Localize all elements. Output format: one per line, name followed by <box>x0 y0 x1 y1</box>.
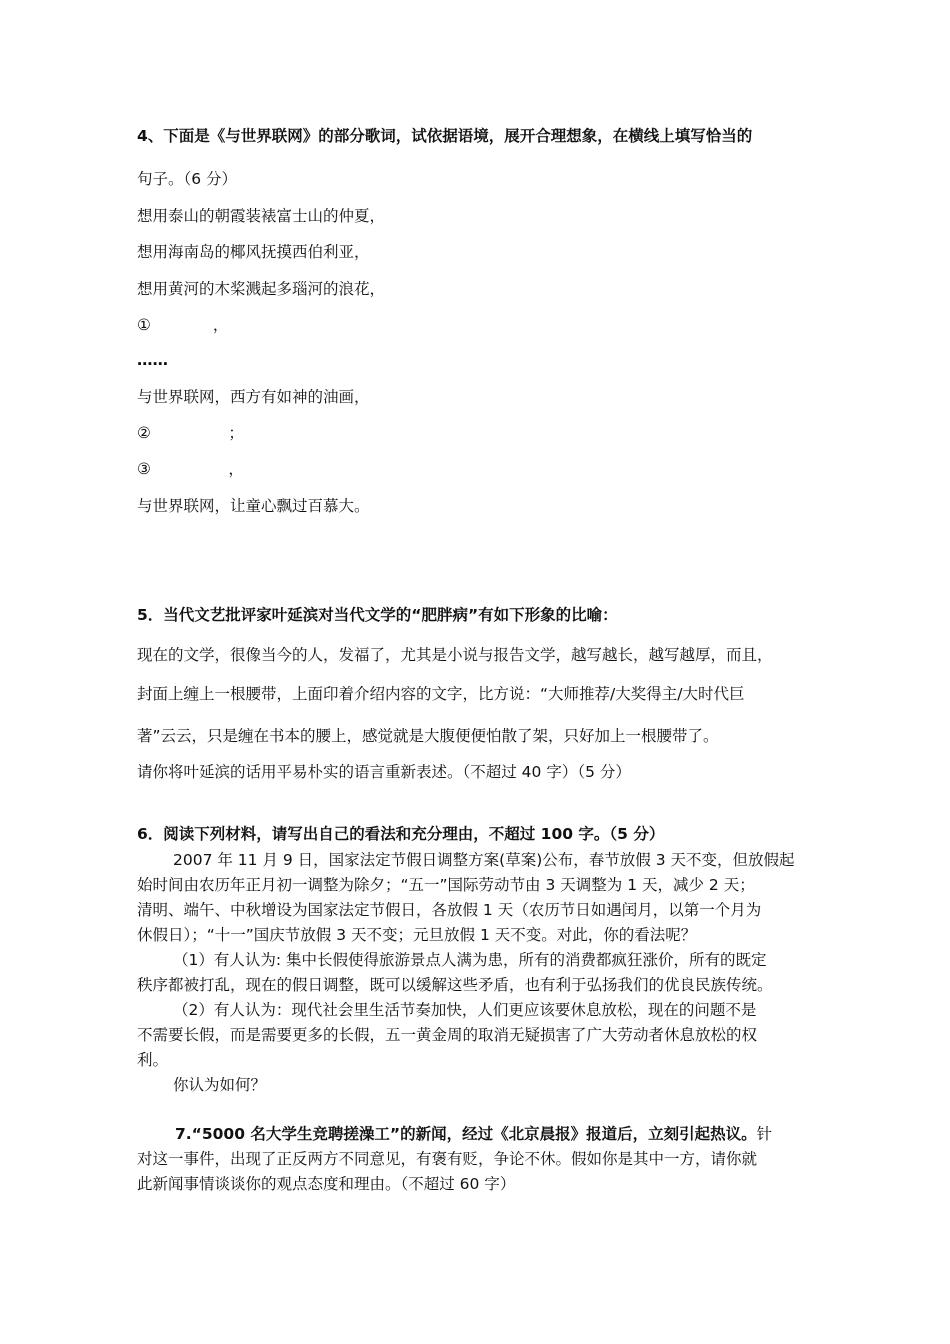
blank-line-3: ③ ， <box>137 460 244 478</box>
q7-paragraph-line: 对这一事件，出现了正反两方不同意见，有褒有贬，争论不休。假如你是其中一方，请你就 <box>137 1150 758 1168</box>
q6-opinion-1-cont: 秩序都被打乱，现在的假日调整，既可以缓解这些矛盾，也有利于弘扬我们的优良民族传统。 <box>137 976 773 994</box>
q4-title: 4、下面是《与世界联网》的部分歌词，试依据语境，展开合理想象，在横线上填写恰当的 <box>137 127 753 145</box>
q7-paragraph-line: 此新闻事情谈谈你的观点态度和理由。（不超过 60 字） <box>137 1175 516 1193</box>
q6-opinion-2-end: 利。 <box>137 1051 169 1069</box>
q7-title-tail: 针 <box>756 1125 773 1143</box>
q5-instruction: 请你将叶延滨的话用平易朴实的语言重新表述。（不超过 40 字）（5 分） <box>137 763 631 781</box>
lyric-line: 想用海南岛的椰风抚摸西伯利亚， <box>137 243 370 261</box>
q7-title-row <box>175 1124 772 1144</box>
lyric-line: 想用泰山的朝霞装裱富士山的仲夏， <box>137 207 386 225</box>
q6-paragraph-line: 2007 年 11 月 9 日，国家法定节假日调整方案(草案)公布，春节放假 3 天不变，但放假起 <box>173 851 795 869</box>
q6-title: 6．阅读下列材料，请写出自己的看法和充分理由，不超过 100 字。（5 分） <box>137 825 665 843</box>
q6-paragraph-line: 休假日）；“十一”国庆节放假 3 天不变；元旦放假 1 天不变。对此，你的看法呢？ <box>137 926 697 944</box>
blank-line-2: ② ； <box>137 424 244 442</box>
q6-paragraph-line: 清明、端午、中秋增设为国家法定节假日，各放假 1 天（农历节日如遇闰月，以第一个月为 <box>137 901 762 919</box>
q4-title-cont: 句子。（6 分） <box>137 170 238 188</box>
q6-paragraph-line: 始时间由农历年正月初一调整为除夕；“五一”国际劳动节由 3 天调整为 1 天，减少 2 天； <box>137 876 755 894</box>
q6-opinion-2: （2）有人认为：现代社会里生活节奏加快，人们更应该要休息放松，现在的问题不是 <box>173 1001 757 1019</box>
q6-question: 你认为如何？ <box>173 1076 267 1094</box>
q6-opinion-2-cont: 不需要长假，而是需要更多的长假，五一黄金周的取消无疑损害了广大劳动者休息放松的权 <box>137 1026 758 1044</box>
q7-title: 7.“5000 名大学生竞聘搓澡工”的新闻，经过《北京晨报》报道后，立刻引起热议。 <box>175 1125 757 1143</box>
q5-title: 5．当代文艺批评家叶延滨对当代文学的“肥胖病”有如下形象的比喻： <box>137 606 618 624</box>
q6-opinion-1: （1）有人认为: 集中长假使得旅游景点人满为患，所有的消费都疯狂涨价，所有的既定 <box>173 951 767 969</box>
q5-paragraph-line: 封面上缠上一根腰带，上面印着介绍内容的文字，比方说：“大师推荐/大奖得主/大时代巨 <box>137 685 745 703</box>
lyric-line: 想用黄河的木桨溅起多瑙河的浪花， <box>137 280 386 298</box>
blank-line-1: ① ， <box>137 316 229 334</box>
lyric-line: 与世界联网，西方有如神的油画， <box>137 388 370 406</box>
q5-paragraph-line: 现在的文学，很像当今的人，发福了，尤其是小说与报告文学，越写越长，越写越厚，而且， <box>137 646 773 664</box>
lyric-line: 与世界联网，让童心飘过百慕大。 <box>137 497 370 515</box>
ellipsis: …… <box>137 351 168 369</box>
q5-paragraph-line: 著”云云，只是缠在书本的腰上，感觉就是大腹便便怕散了架，只好加上一根腰带了。 <box>137 727 719 745</box>
